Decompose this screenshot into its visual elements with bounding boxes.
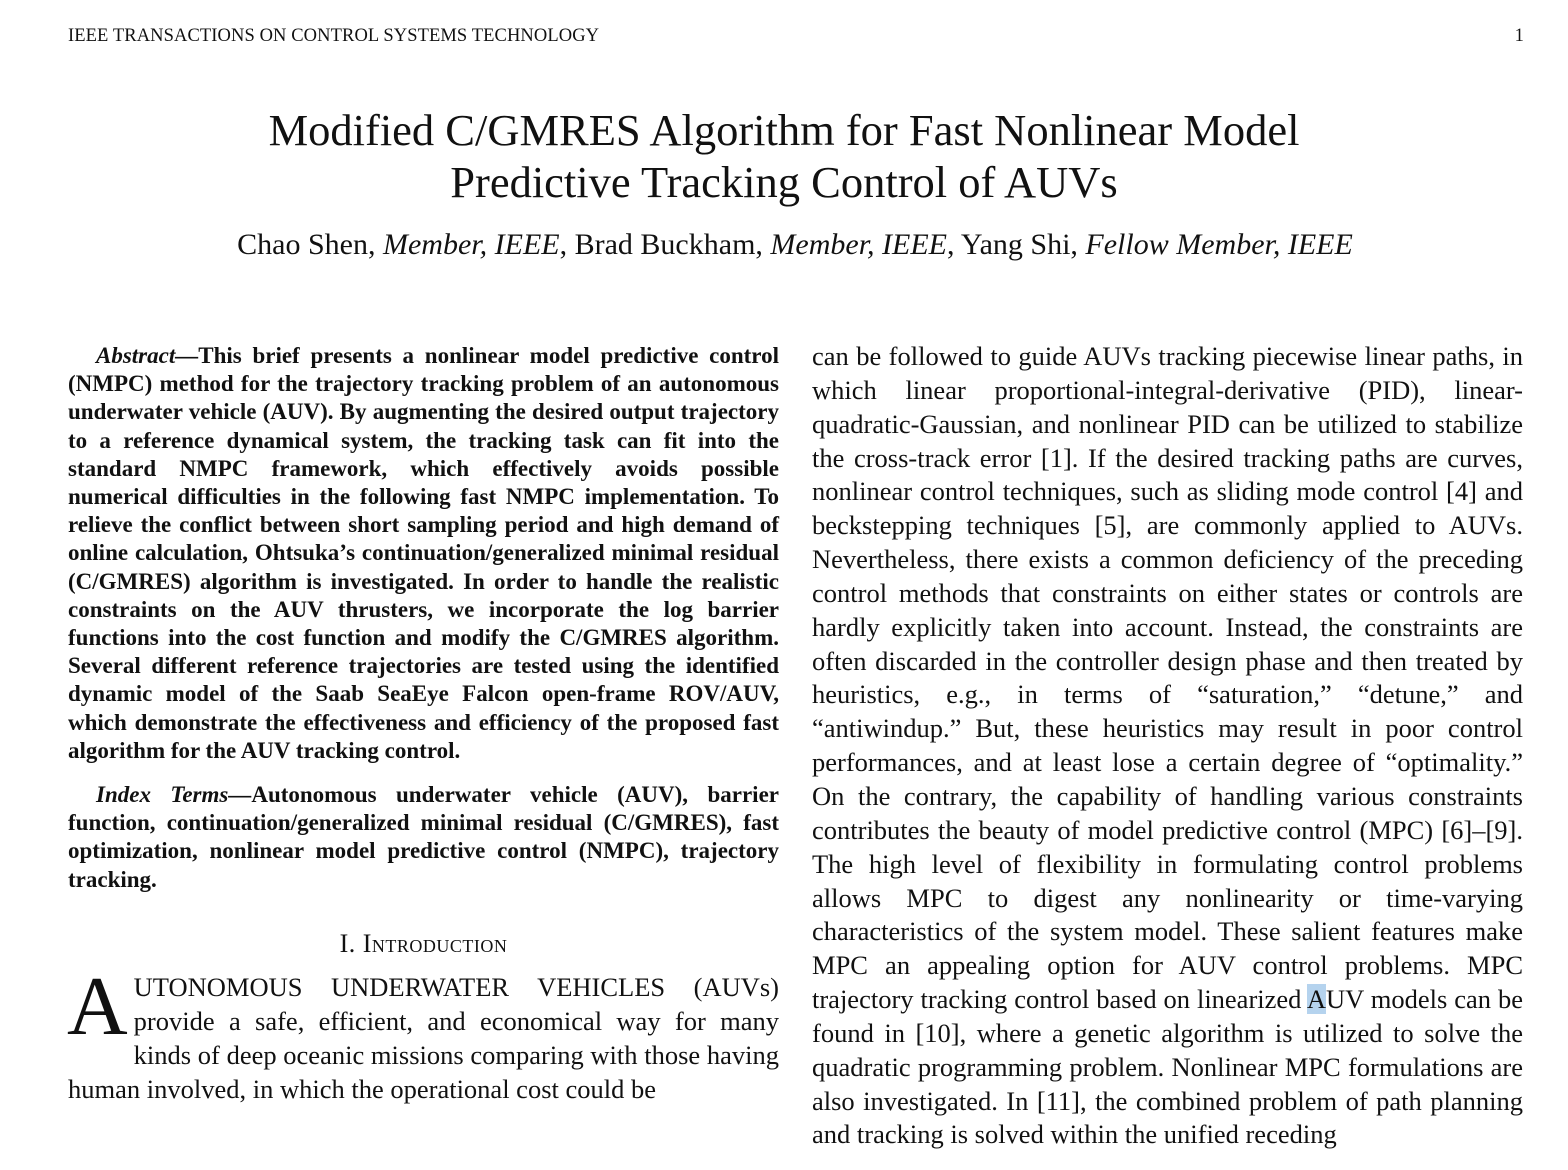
abstract-text: This brief presents a nonlinear model predictive control (NMPC) method for the trajectory tracking problem of an autonomous underwater vehicle (AUV). By augmenting the desired output trajectory to a reference dynamical system, the tracking task can fit into the standard NMPC framework, which effectively avoids possible numerical difficulties in the following fast NMPC implementation. To relieve the conflict between short sampling period and high demand of online calculation, Ohtsuka’s continuation/generalized minimal residual (C/GMRES) algorithm is investigated. In order to handle the realistic constraints on the AUV thrusters, we incorporate the log barrier functions into the cost function and modify the C/GMRES algorithm. Several different reference trajectories are tested using the identified dynamic model of the Saab SeaEye Falcon open-frame ROV/AUV, which demonstrate the effectiveness and efficiency of the proposed fast algorithm for the AUV tracking control. (68, 343, 779, 763)
index-terms-label: Index Terms— (96, 782, 252, 808)
author-name: Brad Buckham, (574, 228, 763, 261)
journal-name: IEEE TRANSACTIONS ON CONTROL SYSTEMS TECHNOLOGY (68, 26, 600, 46)
body-text-before-selection: can be followed to guide AUVs tracking piecewise linear paths, in which linear proportional-integral-derivative (PID), linear-quadratic-Gaussian, and nonlinear PID can be utilized to stabilize the cross-track error [1]. If the desired tracking paths are curves, nonlinear control techniques, such as sliding mode control [4] and beckstepping techniques [5], are commonly applied to AUVs. Nevertheless, there exists a common deficiency of the preceding control methods that constraints on either states or controls are hardly explicitly taken into account. Instead, the constraints are often discarded in the controller design phase and then treated by heuristics, e.g., in terms of “saturation,” “detune,” and “antiwindup.” But, these heuristics may result in poor control performances, and at least lose a certain degree of “optimality.” On the contrary, the capability of handling various constraints contributes the beauty of model predictive control (MPC) [6]–[9]. The high level of flexibility in formulating control problems allows MPC to digest any nonlinearity or time-varying characteristics of the system model. These salient features make MPC an appealing option for AUV control problems. MPC trajectory tracking control based on linearized (812, 341, 1523, 1015)
title-line-1: Modified C/GMRES Algorithm for Fast Nonlinear Model (268, 105, 1300, 155)
abstract-label: Abstract— (96, 343, 199, 368)
body-text-after-selection: UV models can be found in [10], where a genetic algorithm is utilized to solve the quadratic programming problem. Nonlinear MPC formulations are also investigated. In [11], the combined problem of path planning and tracking is solved within the unified receding (812, 984, 1523, 1150)
introduction-paragraph (67, 959, 779, 1106)
author-affiliation: Member, IEEE (770, 228, 948, 261)
running-header (68, 26, 1524, 48)
text-selection-highlight[interactable]: A (1306, 984, 1327, 1015)
paper-title (0, 104, 1568, 208)
body-paragraph[interactable] (812, 340, 1523, 1152)
author-list: Chao Shen, Member, IEEE, Brad Buckham, Member, IEEE, Yang Shi, Fellow Member, IEEE (237, 228, 1353, 261)
author-name: Yang Shi, (960, 228, 1078, 261)
index-terms (68, 781, 779, 894)
page-number: 1 (1514, 26, 1524, 46)
abstract (68, 342, 779, 765)
author-affiliation: Fellow Member, IEEE (1085, 228, 1353, 261)
right-column (812, 340, 1523, 1152)
left-column (68, 342, 779, 1106)
index-terms-text: Autonomous underwater vehicle (AUV), barrier function, continuation/generalized minimal residual (C/GMRES), fast optimization, nonlinear model predictive control (NMPC), trajectory tracking. (68, 782, 779, 892)
introduction-text: UTONOMOUS UNDERWATER VEHICLES (AUVs) provide a safe, efficient, and economical way for many kinds of deep oceanic missions comparing with those having human involved, in which the operational cost could be (68, 971, 779, 1104)
title-line-2: Predictive Tracking Control of AUVs (450, 157, 1118, 207)
section-heading-introduction: I. Introduction (339, 928, 508, 958)
author-name: Chao Shen, (237, 228, 376, 261)
drop-cap: A (67, 959, 128, 1053)
author-affiliation: Member, IEEE (383, 228, 560, 261)
